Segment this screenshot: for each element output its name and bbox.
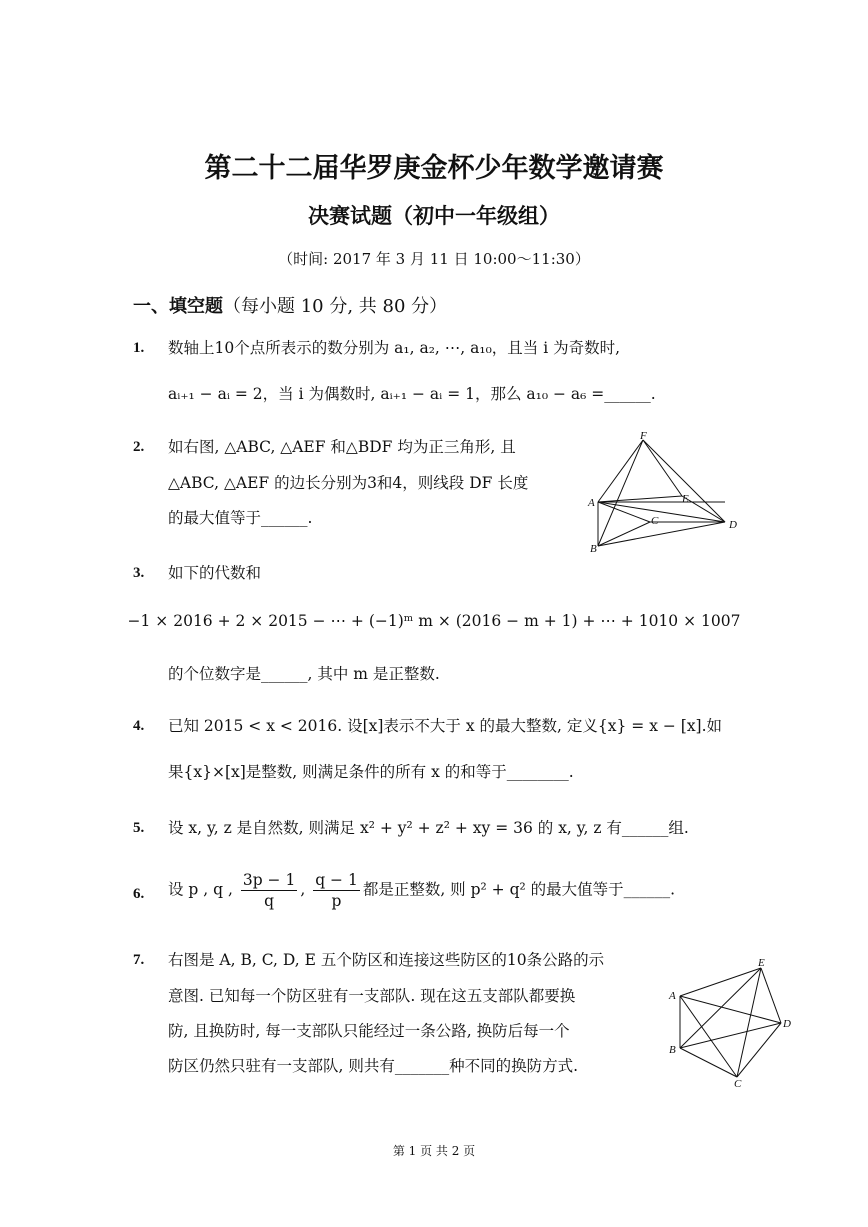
- question-7-line-3: 防, 且换防时, 每一支部队只能经过一条公路, 换防后每一个: [168, 1022, 570, 1040]
- label-E: E: [682, 493, 689, 505]
- label-A: A: [669, 990, 676, 1002]
- fraction-1: [241, 870, 298, 911]
- question-4-line-1: 已知 2015 < x < 2016. 设[x]表示不大于 x 的最大整数, 定义{x} = x − [x].如: [168, 717, 723, 735]
- question-number: 1.: [133, 340, 145, 356]
- label-B: B: [590, 543, 597, 555]
- question-1-line-2: aᵢ₊₁ − aᵢ = 2，当 i 为偶数时, aᵢ₊₁ − aᵢ = 1，那么 a₁₀ − a₆ =______.: [168, 385, 656, 403]
- question-6-sep: ,: [300, 880, 311, 899]
- question-1-line-1: 数轴上10个点所表示的数分别为 a₁, a₂, ⋯, a₁₀，且当 i 为奇数时,: [168, 339, 621, 357]
- question-number: 5.: [133, 820, 145, 836]
- question-3-line-1: 如下的代数和: [168, 564, 262, 582]
- question-number: 3.: [133, 565, 145, 581]
- page-title: 第二十二届华罗庚金杯少年数学邀请赛: [204, 153, 664, 184]
- fraction-2-denominator: p: [331, 892, 342, 910]
- label-C: C: [734, 1078, 742, 1089]
- pentagon-figure: [664, 954, 794, 1089]
- label-E: E: [758, 957, 765, 969]
- question-3-formula: −1 × 2016 + 2 × 2015 − ⋯ + (−1)ᵐ m × (2016 − m + 1) + ⋯ + 1010 × 1007: [127, 612, 741, 630]
- fraction-1-numerator: 3p − 1: [242, 871, 296, 889]
- fraction-2-numerator: q − 1: [315, 871, 358, 889]
- exam-time: （时间: 2017 年 3 月 11 日 10:00～11:30）: [278, 250, 590, 268]
- fraction-1-denominator: q: [264, 892, 275, 910]
- question-7-line-1: 右图是 A, B, C, D, E 五个防区和连接这些防区的10条公路的示: [168, 951, 605, 969]
- page-subtitle: 决赛试题（初中一年级组）: [308, 204, 560, 228]
- section-note: （每小题 10 分, 共 80 分）: [223, 296, 448, 317]
- question-number: 7.: [133, 952, 145, 968]
- label-D: D: [729, 519, 737, 531]
- section-label: 一、填空题: [133, 296, 223, 317]
- question-2-line-1: 如右图, △ABC, △AEF 和△BDF 均为正三角形, 且: [168, 438, 516, 456]
- question-2-line-2: △ABC, △AEF 的边长分别为3和4，则线段 DF 长度: [168, 474, 529, 492]
- triangle-figure: [585, 430, 750, 560]
- question-5-line-1: 设 x, y, z 是自然数, 则满足 x² + y² + z² + xy = 36 的 x, y, z 有______组.: [168, 819, 689, 837]
- question-number: 6.: [133, 886, 145, 902]
- question-4-line-2: 果{x}×[x]是整数, 则满足条件的所有 x 的和等于________.: [168, 763, 574, 781]
- label-A: A: [588, 497, 595, 509]
- page-footer: 第 1 页 共 2 页: [392, 1144, 476, 1158]
- question-number: 2.: [133, 439, 145, 455]
- fraction-2: [313, 870, 360, 911]
- label-D: D: [783, 1018, 791, 1030]
- question-3-line-2: 的个位数字是______, 其中 m 是正整数.: [168, 665, 440, 683]
- label-F: F: [640, 430, 647, 442]
- question-7-line-2: 意图. 已知每一个防区驻有一支部队. 现在这五支部队都要换: [168, 987, 576, 1005]
- section-heading: [133, 292, 447, 318]
- question-number: 4.: [133, 718, 145, 734]
- question-6-line: [168, 870, 675, 911]
- question-7-line-4: 防区仍然只驻有一支部队, 则共有_______种不同的换防方式.: [168, 1057, 579, 1075]
- label-C: C: [651, 515, 659, 527]
- question-2-line-3: 的最大值等于______.: [168, 509, 313, 527]
- label-B: B: [669, 1044, 676, 1056]
- question-6-post: 都是正整数, 则 p² + q² 的最大值等于______.: [362, 880, 676, 899]
- question-6-pre: 设 p , q ,: [168, 880, 238, 899]
